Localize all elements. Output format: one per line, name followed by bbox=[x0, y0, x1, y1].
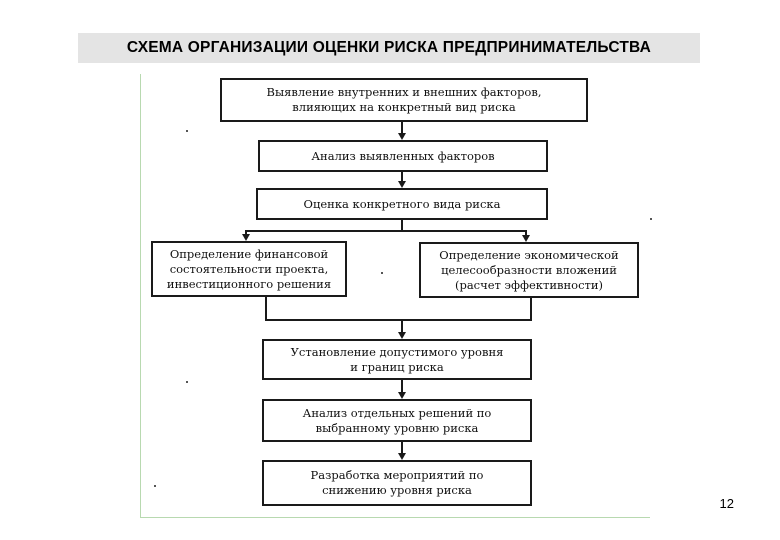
box-economic-feasibility-label: Определение экономической целесообразности вложений (расчет эффективности) bbox=[439, 247, 619, 292]
box-assess-risk bbox=[256, 188, 548, 220]
merge-right-rise bbox=[530, 298, 532, 320]
scan-speck bbox=[381, 272, 383, 274]
box-analyze-decisions bbox=[262, 399, 532, 442]
merge-left-rise bbox=[265, 297, 267, 320]
arrowhead-merge-5 bbox=[398, 332, 406, 339]
scan-speck bbox=[186, 130, 188, 132]
box-financial-viability-label: Определение финансовой состоятельности проекта, инвестиционного решения bbox=[166, 246, 332, 291]
box-financial-viability bbox=[151, 241, 347, 297]
connector-2-3 bbox=[401, 172, 403, 181]
box-assess-risk-label: Оценка конкретного вида риска bbox=[303, 196, 501, 211]
connector-5-6 bbox=[401, 380, 403, 392]
box-acceptable-risk-level bbox=[262, 339, 532, 380]
arrowhead-6-7 bbox=[398, 453, 406, 460]
box-analyze-factors bbox=[258, 140, 548, 172]
box-economic-feasibility bbox=[419, 242, 639, 298]
box-analyze-decisions-label: Анализ отдельных решений по выбранному уровню риска bbox=[302, 405, 492, 435]
scan-speck bbox=[154, 485, 156, 487]
box-identify-factors bbox=[220, 78, 588, 122]
arrowhead-2-3 bbox=[398, 181, 406, 188]
box-acceptable-risk-level-label: Установление допустимого уровня и границ риска bbox=[290, 344, 504, 374]
arrowhead-5-6 bbox=[398, 392, 406, 399]
scan-speck bbox=[186, 381, 188, 383]
arrowhead-branch-right bbox=[522, 235, 530, 242]
box-risk-mitigation-label: Разработка мероприятий по снижению уровня риска bbox=[310, 468, 484, 497]
arrowhead-1-2 bbox=[398, 133, 406, 140]
arrowhead-branch-left bbox=[242, 234, 250, 241]
branch-horizontal bbox=[245, 230, 527, 232]
merge-horizontal bbox=[265, 319, 532, 321]
connector-6-7 bbox=[401, 442, 403, 453]
box-identify-factors-label: Выявление внутренних и внешних факторов, влияющих на конкретный вид риска bbox=[266, 85, 542, 114]
box-risk-mitigation bbox=[262, 460, 532, 506]
connector-1-2 bbox=[401, 122, 403, 133]
slide-title: СХЕМА ОРГАНИЗАЦИИ ОЦЕНКИ РИСКА ПРЕДПРИНИМАТЕЛЬСТВА bbox=[78, 33, 700, 63]
page-number: 12 bbox=[719, 496, 734, 511]
scan-speck bbox=[650, 218, 652, 220]
box-analyze-factors-label: Анализ выявленных факторов bbox=[311, 148, 495, 163]
connector-merge-5 bbox=[401, 321, 403, 332]
